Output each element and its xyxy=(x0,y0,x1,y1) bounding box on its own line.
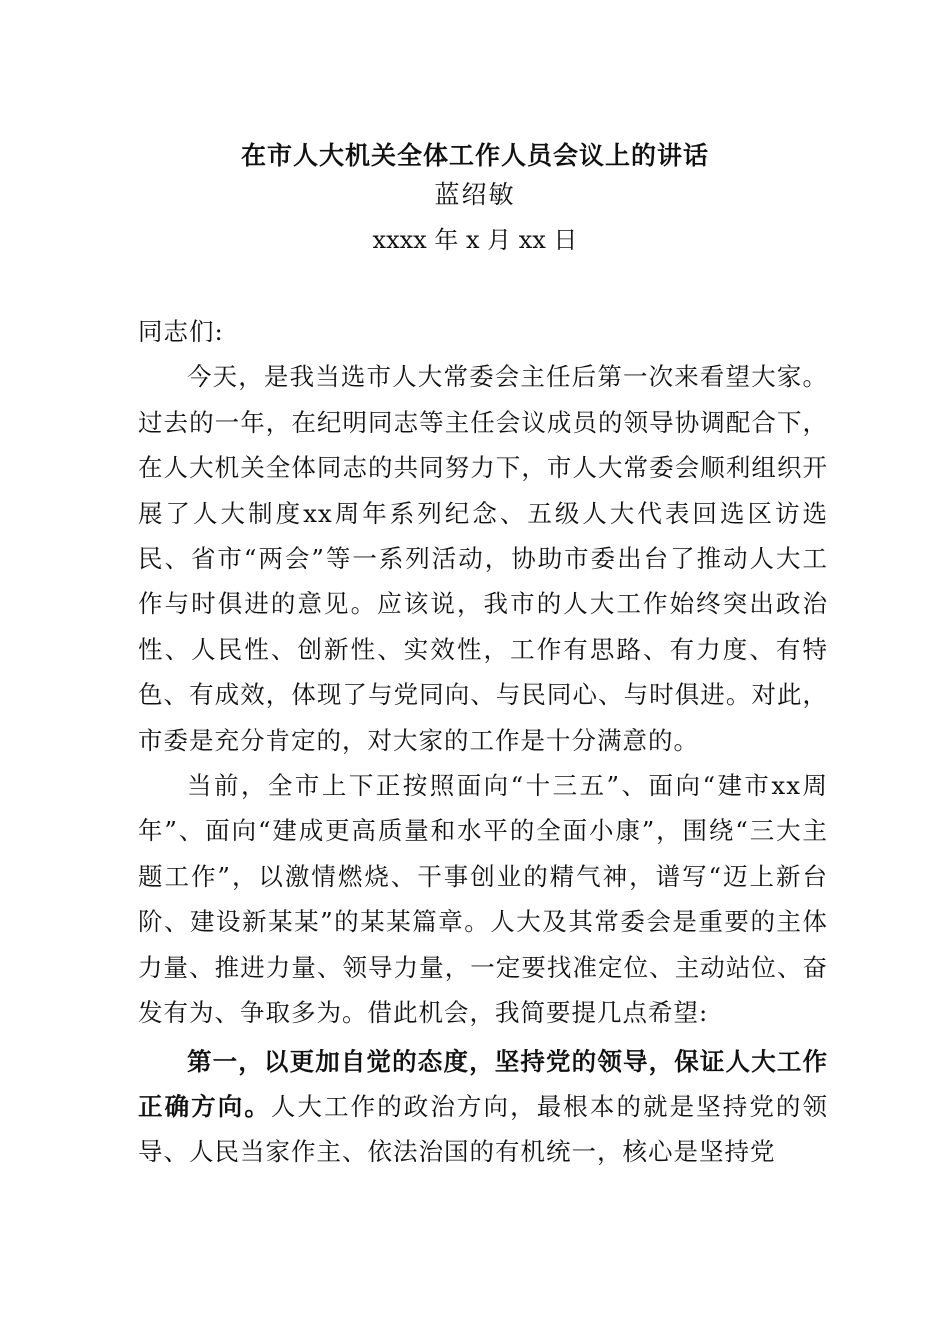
point-1-paragraph xyxy=(138,1039,828,1175)
document-date: xxxx 年 x 月 xx 日 xyxy=(372,226,578,254)
author-name: 蓝绍敏 xyxy=(434,180,516,209)
document-body xyxy=(138,309,828,1175)
point-1-lead: 第一，以更加自觉的态度，坚持党的领导，保证人大工作正确方向。 xyxy=(138,1046,828,1121)
point-1-text: 人大工作的政治方向，最根本的就是坚持党的领导、人民当家作主、依法治国的有机统一，核心是坚持党 xyxy=(138,1091,829,1167)
greeting: 同志们: xyxy=(138,317,224,346)
paragraph-2: 当前，全市上下正按照面向“十三五”、面向“建市xx周年”、面向“建成更高质量和水平的全面小康”，围绕“三大主题工作”，以激情燃烧、干事创业的精气神，谱写“迈上新台阶、建设新某某”的某某篇章。人大及其常委会是重要的主体力量、推进力量、领导力量，一定要找准定位、主动站位、奋发有为、争取多为。借此机会，我简要提几点希望: xyxy=(138,771,828,1028)
document-title: 在市人大机关全体工作人员会议上的讲话 xyxy=(240,141,709,170)
paragraph-1: 今天，是我当选市人大常委会主任后第一次来看望大家。过去的一年，在纪明同志等主任会议成员的领导协调配合下，在人大机关全体同志的共同努力下，市人大常委会顺利组织开展了人大制度xx周年系列纪念、五级人大代表回选区访选民、省市“两会”等一系列活动，协助市委出台了推动人大工作与时俱进的意见。应该说，我市的人大工作始终突出政治性、人民性、创新性、实效性，工作有思路、有力度、有特色、有成效，体现了与党同向、与民同心、与时俱进。对此，市委是充分肯定的，对大家的工作是十分满意的。 xyxy=(138,362,828,755)
